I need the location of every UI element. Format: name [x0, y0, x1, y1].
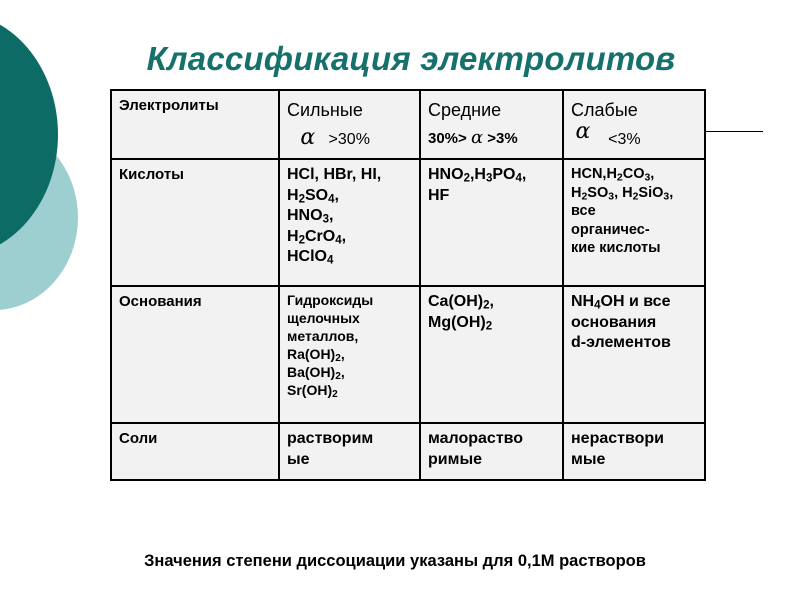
formula-text: , — [341, 227, 347, 245]
formula-subscript: 2 — [332, 388, 338, 400]
formula-subscript: 3 — [485, 172, 493, 185]
formula-subscript: 4 — [328, 193, 335, 206]
formula-subscript: 4 — [594, 299, 601, 312]
formula-subscript: 2 — [463, 172, 470, 185]
formula-text: H — [287, 227, 299, 245]
header-electrolytes — [111, 90, 279, 159]
formula-text: HNO — [428, 166, 464, 184]
formula-text: HClO — [287, 248, 327, 266]
formula-subscript: 4 — [335, 234, 342, 247]
formula-subscript: 2 — [483, 299, 490, 312]
formula-text: CO — [622, 166, 645, 183]
formula-text: SiO — [638, 184, 664, 201]
cell-acids-medium — [420, 159, 563, 286]
formula-text: Ra(OH) — [287, 345, 336, 362]
formula-subscript: 3 — [663, 191, 670, 203]
formula-subscript: 2 — [335, 353, 341, 365]
cell-text: римые — [428, 450, 483, 468]
row-label-text: Кислоты — [119, 166, 184, 184]
formula-text: , — [489, 293, 494, 311]
header-medium-before: 30%> — [428, 130, 467, 148]
formula-text: HCl, HBr, HI, — [287, 166, 382, 184]
header-strong-label: Сильные — [287, 100, 363, 120]
cell-text: малораство — [428, 430, 524, 448]
cell-text: мые — [571, 450, 606, 468]
formula-subscript: 3 — [608, 191, 615, 203]
formula-text: NH — [571, 293, 595, 311]
formula-text: H — [571, 184, 582, 201]
table-header-row — [111, 90, 705, 159]
formula-text: PO — [492, 166, 516, 184]
formula-text: HCN,H — [571, 166, 617, 183]
formula-text: Sr(OH) — [287, 381, 333, 398]
formula-text: Гидроксиды — [287, 292, 374, 309]
cell-text: растворим — [287, 430, 374, 448]
formula-text: Ca(OH) — [428, 293, 484, 311]
cell-bases-weak — [563, 286, 705, 423]
cell-bases-medium — [420, 286, 563, 423]
formula-subscript: 2 — [485, 320, 493, 333]
header-medium-label: Средние — [428, 100, 502, 120]
header-electrolytes-label: Электролиты — [119, 97, 219, 114]
row-label-acids — [111, 159, 279, 286]
formula-text: , — [340, 363, 345, 380]
header-weak-label: Слабые — [571, 100, 638, 120]
alpha-symbol: α — [575, 119, 591, 145]
footnote: Значения степени диссоциации указаны для 0,1М растворов — [144, 552, 646, 570]
formula-text: основания — [571, 313, 657, 331]
formula-text: HF — [428, 186, 450, 204]
formula-subscript: 2 — [335, 371, 341, 383]
formula-text: кие кислоты — [571, 240, 661, 257]
formula-text: OH и все — [600, 293, 671, 311]
formula-text: Ba(OH) — [287, 363, 336, 380]
header-weak-value: <3% — [608, 131, 641, 149]
row-label-text: Соли — [119, 430, 158, 448]
cell-salts-medium — [420, 423, 563, 480]
header-strong-condition — [287, 124, 412, 152]
formula-text: SO — [304, 186, 329, 204]
formula-text: , — [334, 186, 339, 204]
formula-subscript: 2 — [632, 191, 639, 203]
formula-subscript: 2 — [581, 191, 588, 203]
header-medium — [420, 90, 563, 159]
formula-text: d-элементов — [571, 334, 671, 352]
formula-text: металлов, — [287, 328, 359, 344]
row-label-bases — [111, 286, 279, 423]
header-strong — [279, 90, 420, 159]
formula-text: Mg(OH) — [428, 313, 486, 331]
formula-text: CrO — [304, 227, 336, 245]
formula-subscript: 2 — [616, 172, 623, 184]
formula-text: , — [650, 166, 655, 183]
decor-line — [705, 131, 763, 132]
formula-text: , — [521, 166, 527, 184]
table-row-salts — [111, 423, 705, 480]
table-row-acids — [111, 159, 705, 286]
row-label-text: Основания — [119, 293, 202, 311]
header-weak — [563, 90, 705, 159]
formula-subscript: 3 — [322, 213, 329, 226]
formula-text: щелочных — [287, 310, 360, 327]
formula-subscript: 2 — [298, 193, 305, 206]
alpha-symbol: α — [470, 127, 484, 149]
header-medium-condition — [428, 126, 555, 149]
formula-text: все — [571, 203, 596, 220]
formula-text: SO — [587, 184, 609, 201]
formula-text: органичес- — [571, 221, 650, 238]
formula-subscript: 4 — [515, 172, 522, 185]
formula-subscript: 4 — [327, 254, 334, 267]
cell-text: нераствори — [571, 430, 664, 448]
row-label-salts — [111, 423, 279, 480]
header-medium-after: >3% — [487, 130, 518, 148]
cell-salts-weak — [563, 423, 705, 480]
slide-title: Классификация электролитов — [146, 40, 676, 77]
cell-acids-weak — [563, 159, 705, 286]
formula-subscript: 3 — [644, 172, 651, 184]
formula-text: H — [287, 186, 299, 204]
alpha-symbol: α — [300, 125, 316, 151]
electrolytes-table — [110, 89, 706, 481]
formula-text: , H — [614, 184, 633, 201]
formula-text: ,H — [469, 166, 486, 184]
cell-bases-strong — [279, 286, 420, 423]
header-strong-value: >30% — [328, 131, 370, 149]
table-row-bases — [111, 286, 705, 423]
cell-salts-strong — [279, 423, 420, 480]
formula-text: , — [669, 184, 674, 201]
formula-text: , — [340, 345, 345, 362]
header-weak-condition — [571, 118, 697, 149]
formula-text: , — [328, 207, 334, 225]
formula-text: HNO — [287, 207, 323, 225]
formula-subscript: 2 — [298, 234, 305, 247]
cell-acids-strong — [279, 159, 420, 286]
cell-text: ые — [287, 450, 310, 468]
